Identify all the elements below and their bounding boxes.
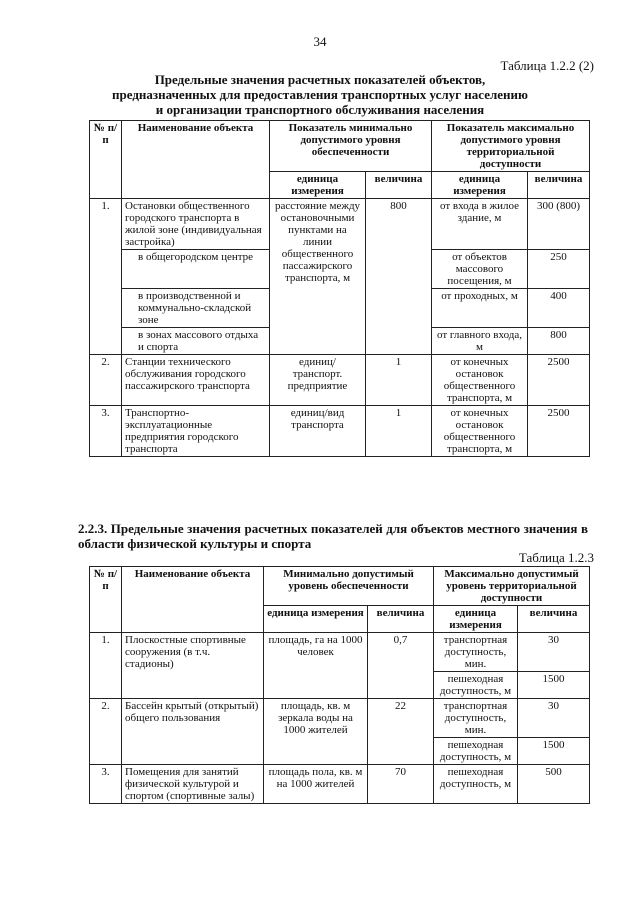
row-min-value: 800: [366, 199, 432, 355]
row-num: 1.: [90, 633, 122, 699]
table2-caption: Таблица 1.2.3: [518, 550, 594, 565]
table-header-row: [90, 121, 590, 172]
table1-title-line: и организации транспортного обслуживания населения: [155, 102, 485, 117]
row-name: Транспортно-эксплуатационные предприятия городского транспорта: [122, 406, 270, 457]
col-min-value-header: величина: [368, 606, 434, 633]
col-min-value-header: величина: [366, 172, 432, 199]
page-number: 34: [313, 34, 327, 49]
row-access-value: 1500: [518, 672, 590, 699]
row-name: Помещения для занятий физической культурой и спортом (спортивные залы): [122, 765, 264, 804]
row-max-value: 400: [528, 289, 590, 328]
table-row: [90, 699, 590, 738]
row-access-unit: пешеходная доступность, м: [434, 765, 518, 804]
col-max-unit-header: единица измерения: [432, 172, 528, 199]
col-min-unit-header: единица измерения: [264, 606, 368, 633]
table1-title: [80, 72, 560, 117]
row-max-value: 250: [528, 250, 590, 289]
row-min-value: 1: [366, 406, 432, 457]
table-header-row: [90, 567, 590, 606]
row-num: 2.: [90, 355, 122, 406]
col-name-header: Наименование объекта: [122, 121, 270, 199]
row-name: в общегородском центре: [122, 250, 270, 289]
section-heading: 2.2.3. Предельные значения расчетных показателей для объектов местного значения в области физической культуры и спорта: [78, 521, 588, 551]
col-max-header: Показатель максимально допустимого уровня территориальной доступности: [432, 121, 590, 172]
table1-title-line: Предельные значения расчетных показателей объектов,: [154, 72, 486, 87]
row-max-unit: от главного входа, м: [432, 328, 528, 355]
row-min-unit: расстояние между остановочными пунктами на линии общественного пассажирского транспорта, м: [270, 199, 366, 355]
row-name: Плоскостные спортивные сооружения (в т.ч. стадионы): [122, 633, 264, 699]
row-name: Остановки общественного городского транспорта в жилой зоне (индивидуальная застройка): [122, 199, 270, 250]
row-max-unit: от проходных, м: [432, 289, 528, 328]
row-access-unit: транспортная доступность, мин.: [434, 699, 518, 738]
row-num: 2.: [90, 699, 122, 765]
col-max-value-header: величина: [518, 606, 590, 633]
row-min-unit: площадь пола, кв. м на 1000 жителей: [264, 765, 368, 804]
row-min-unit: площадь, кв. м зеркала воды на 1000 жителей: [264, 699, 368, 765]
row-max-unit: от входа в жилое здание, м: [432, 199, 528, 250]
row-min-value: 70: [368, 765, 434, 804]
row-access-value: 30: [518, 633, 590, 672]
row-max-value: 2500: [528, 355, 590, 406]
row-num: 1.: [90, 199, 122, 355]
row-min-value: 1: [366, 355, 432, 406]
row-min-unit: площадь, га на 1000 человек: [264, 633, 368, 699]
table-row: [90, 765, 590, 804]
row-min-value: 0,7: [368, 633, 434, 699]
row-access-value: 500: [518, 765, 590, 804]
row-min-value: 22: [368, 699, 434, 765]
row-access-unit: пешеходная доступность, м: [434, 738, 518, 765]
table-row: [90, 199, 590, 250]
table1-caption: Таблица 1.2.2 (2): [500, 58, 594, 73]
table-row: [90, 355, 590, 406]
table-row: [90, 633, 590, 672]
table1-title-line: предназначенных для предоставления транспортных услуг населению: [112, 87, 528, 102]
row-name: в производственной и коммунально-складской зоне: [122, 289, 270, 328]
row-name: Станции технического обслуживания городского пассажирского транспорта: [122, 355, 270, 406]
col-min-unit-header: единица измерения: [270, 172, 366, 199]
row-max-value: 2500: [528, 406, 590, 457]
transport-table: [89, 120, 590, 457]
col-num-header: № п/п: [90, 567, 122, 633]
row-access-value: 30: [518, 699, 590, 738]
col-max-header: Максимально допустимый уровень территориальной доступности: [434, 567, 590, 606]
col-max-value-header: величина: [528, 172, 590, 199]
col-min-header: Минимально допустимый уровень обеспеченности: [264, 567, 434, 606]
col-name-header: Наименование объекта: [122, 567, 264, 633]
table-row: [90, 406, 590, 457]
row-num: 3.: [90, 406, 122, 457]
row-access-value: 1500: [518, 738, 590, 765]
row-min-unit: единиц/вид транспорта: [270, 406, 366, 457]
row-max-unit: от конечных остановок общественного транспорта, м: [432, 355, 528, 406]
row-num: 3.: [90, 765, 122, 804]
col-min-header: Показатель минимально допустимого уровня обеспеченности: [270, 121, 432, 172]
row-min-unit: единиц/ транспорт. предприятие: [270, 355, 366, 406]
row-max-unit: от конечных остановок общественного транспорта, м: [432, 406, 528, 457]
row-max-value: 300 (800): [528, 199, 590, 250]
col-max-unit-header: единица измерения: [434, 606, 518, 633]
row-max-value: 800: [528, 328, 590, 355]
row-access-unit: пешеходная доступность, м: [434, 672, 518, 699]
col-num-header: № п/п: [90, 121, 122, 199]
sports-table: [89, 566, 590, 804]
row-max-unit: от объектов массового посещения, м: [432, 250, 528, 289]
row-access-unit: транспортная доступность, мин.: [434, 633, 518, 672]
row-name: в зонах массового отдыха и спорта: [122, 328, 270, 355]
row-name: Бассейн крытый (открытый) общего пользования: [122, 699, 264, 765]
